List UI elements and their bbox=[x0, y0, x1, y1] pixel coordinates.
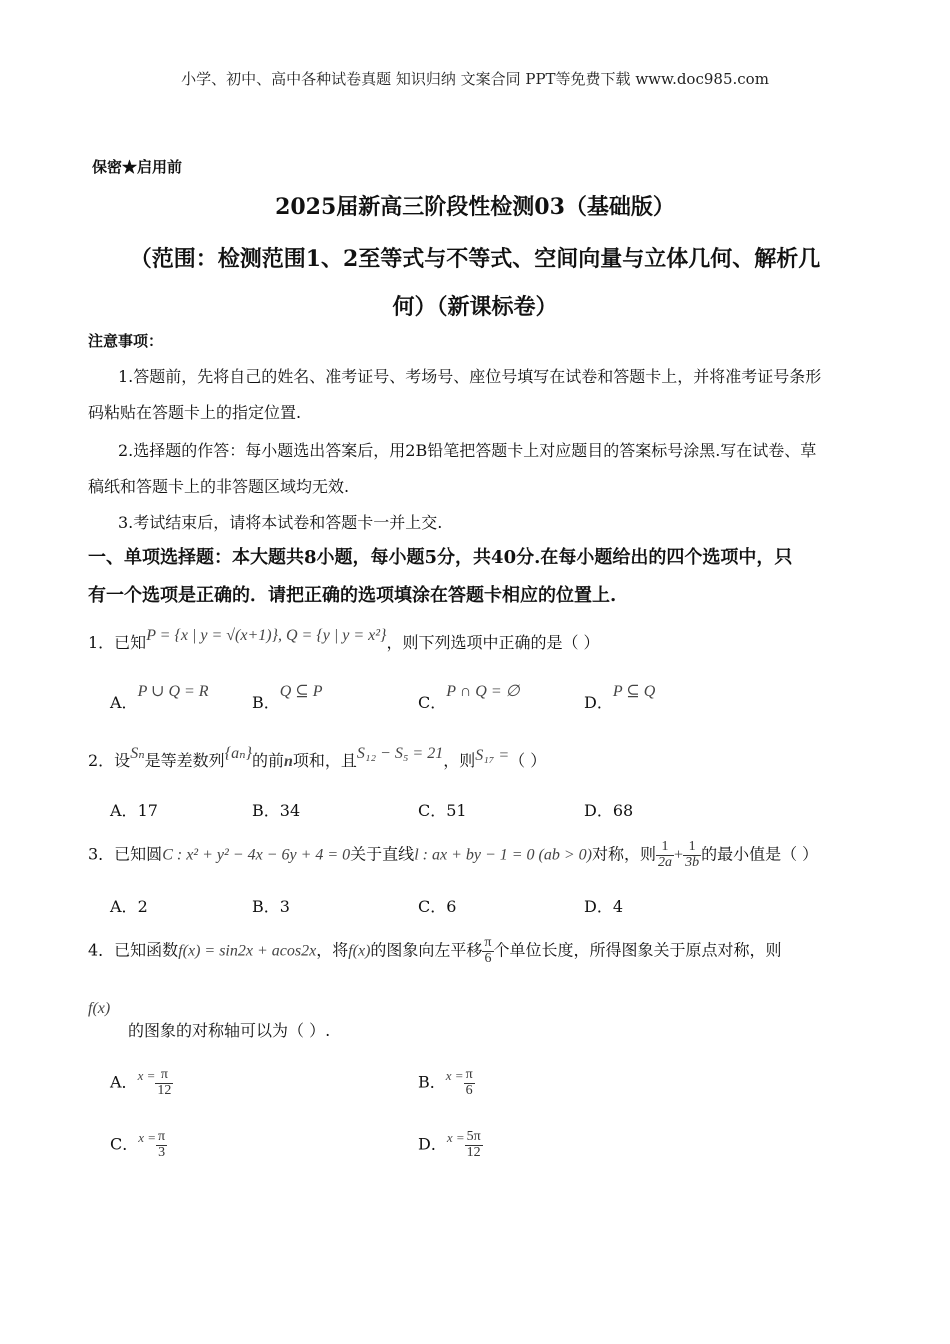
q1-option-d[interactable] bbox=[584, 683, 656, 713]
option-label: C． bbox=[110, 1134, 139, 1154]
section-heading-line1: 一、单项选择题：本大题共8小题，每小题5分，共40分.在每小题给出的四个选项中，只 bbox=[88, 547, 793, 568]
q2-text: 是等差数列 bbox=[144, 751, 225, 770]
question-2-number: 2．设 bbox=[88, 751, 131, 770]
q1-option-c[interactable] bbox=[418, 683, 520, 713]
q4-option-c[interactable] bbox=[110, 1130, 167, 1160]
question-1 bbox=[88, 627, 600, 653]
q3-option-a[interactable] bbox=[110, 894, 148, 917]
option-fraction: $\frac{\pi}{6}$ bbox=[465, 1067, 473, 1098]
q2-option-b[interactable] bbox=[252, 798, 300, 821]
option-label: C． bbox=[418, 801, 447, 820]
option-label: A． bbox=[110, 1072, 138, 1092]
option-value: 4 bbox=[612, 897, 624, 916]
q1-option-b[interactable] bbox=[252, 683, 323, 713]
question-4-number: 4．已知函数 bbox=[88, 940, 179, 960]
math-fx: f(x) bbox=[348, 942, 371, 960]
q2-text: 的前 bbox=[251, 751, 284, 770]
question-3 bbox=[88, 840, 818, 870]
option-label: D． bbox=[418, 1134, 447, 1154]
q3-text: 对称，则 bbox=[592, 844, 657, 864]
q1-option-a[interactable] bbox=[110, 683, 209, 713]
math-condition: S₁₂ − S₅ = 21 bbox=[356, 745, 444, 762]
exam-title: 2025届新高三阶段性检测03（基础版） bbox=[275, 194, 675, 220]
q2-text: ，则 bbox=[443, 751, 476, 770]
section-heading-line2: 有一个选项是正确的．请把正确的选项填涂在答题卡相应的位置上. bbox=[88, 585, 617, 606]
notice-item-1a: 1.答题前，先将自己的姓名、准考证号、考场号、座位号填写在试卷和答题卡上，并将准考证号条形 bbox=[118, 367, 822, 386]
fraction-pi-over-6: $\frac{\pi}{6}$ bbox=[484, 935, 492, 966]
q2-option-a[interactable] bbox=[110, 798, 158, 821]
q4-text: 的图象向左平移 bbox=[370, 940, 483, 960]
fraction-1-over-2a: $\frac{1}{2a}$ bbox=[658, 839, 673, 870]
q4-text: 个单位长度，所得图象关于原点对称，则 bbox=[493, 940, 782, 960]
question-2 bbox=[88, 745, 547, 771]
option-label: A． bbox=[110, 693, 138, 712]
site-header: 小学、初中、高中各种试卷真题 知识归纳 文案合同 PPT等免费下载 www.doc985.com bbox=[181, 70, 769, 88]
option-math: Q ⊆ P bbox=[279, 683, 323, 700]
math-s17: S₁₇ = bbox=[475, 747, 510, 764]
option-math: P ⊆ Q bbox=[612, 683, 656, 700]
q3-option-b[interactable] bbox=[252, 894, 290, 917]
math-function: f(x) = sin2x + acos2x bbox=[178, 942, 317, 960]
option-label: C． bbox=[418, 897, 447, 916]
q4-text: ，将 bbox=[316, 940, 349, 960]
math-an: {aₙ} bbox=[224, 745, 252, 762]
math-fx: f(x) bbox=[88, 1000, 111, 1017]
question-4-line2 bbox=[88, 1000, 111, 1026]
notice-heading: 注意事项： bbox=[88, 332, 164, 350]
option-label: D． bbox=[584, 693, 613, 712]
q4-option-b[interactable] bbox=[418, 1068, 475, 1098]
plus-sign: + bbox=[674, 846, 684, 864]
notice-item-3: 3.考试结束后，请将本试卷和答题卡一并上交. bbox=[118, 513, 443, 532]
question-1-number: 1．已知 bbox=[88, 633, 147, 652]
option-label: B． bbox=[252, 693, 280, 712]
question-1-sets: P = {x | y = √(x+1)}, Q = {y | y = x²} bbox=[146, 627, 387, 644]
exam-scope-line2: 何）（新课标卷） bbox=[392, 294, 558, 320]
q2-tail: （ ） bbox=[509, 751, 547, 770]
notice-item-2b: 稿纸和答题卡上的非答题区域均无效. bbox=[88, 477, 350, 496]
q4-option-d[interactable] bbox=[418, 1130, 483, 1160]
option-value: 68 bbox=[612, 801, 634, 820]
option-value: 34 bbox=[279, 801, 301, 820]
question-3-number: 3．已知圆 bbox=[88, 844, 163, 864]
fraction-1-over-3b: $\frac{1}{3b}$ bbox=[685, 839, 700, 870]
question-4-line2-text: 的图象的对称轴可以为（ ）. bbox=[128, 1021, 331, 1040]
question-1-tail: ，则下列选项中正确的是（ ） bbox=[386, 633, 600, 652]
q2-option-d[interactable] bbox=[584, 798, 633, 821]
option-lhs: x = bbox=[137, 1067, 156, 1083]
q4-option-a[interactable] bbox=[110, 1068, 173, 1098]
option-lhs: x = bbox=[138, 1129, 157, 1145]
option-value: 3 bbox=[279, 897, 290, 916]
notice-item-2a: 2.选择题的作答：每小题选出答案后，用2B铅笔把答题卡上对应题目的答案标号涂黑.写在试卷、草 bbox=[118, 441, 817, 460]
q3-text: 关于直线 bbox=[350, 844, 415, 864]
exam-scope-line1: （范围：检测范围1、2至等式与不等式、空间向量与立体几何、解析几 bbox=[129, 246, 821, 272]
option-fraction: $\frac{\pi}{12}$ bbox=[157, 1067, 172, 1098]
math-sn: Sₙ bbox=[130, 745, 145, 762]
math-line: l : ax + by − 1 = 0 (ab > 0) bbox=[414, 846, 593, 864]
option-fraction: $\frac{\pi}{3}$ bbox=[158, 1129, 166, 1160]
option-value: 2 bbox=[137, 897, 148, 916]
option-value: 51 bbox=[446, 801, 467, 820]
option-label: B． bbox=[252, 897, 280, 916]
q3-option-c[interactable] bbox=[418, 894, 456, 917]
option-value: 6 bbox=[446, 897, 457, 916]
option-label: A． bbox=[110, 801, 138, 820]
option-label: B． bbox=[418, 1072, 446, 1092]
q3-option-d[interactable] bbox=[584, 894, 623, 917]
option-label: D． bbox=[584, 801, 613, 820]
option-label: D． bbox=[584, 897, 613, 916]
option-fraction: $\frac{5\pi}{12}$ bbox=[466, 1129, 481, 1160]
notice-item-1b: 码粘贴在答题卡上的指定位置. bbox=[88, 403, 302, 422]
confidential-mark: 保密★启用前 bbox=[92, 158, 183, 176]
option-lhs: x = bbox=[446, 1129, 465, 1145]
q3-tail: 的最小值是（ ） bbox=[701, 844, 819, 864]
option-label: A． bbox=[110, 897, 138, 916]
option-value: 17 bbox=[137, 801, 158, 820]
q2-option-c[interactable] bbox=[418, 798, 467, 821]
q2-text: 项和，且 bbox=[292, 751, 357, 770]
option-lhs: x = bbox=[445, 1067, 464, 1083]
option-label: C． bbox=[418, 693, 447, 712]
question-4 bbox=[88, 936, 782, 966]
math-circle: C : x² + y² − 4x − 6y + 4 = 0 bbox=[162, 846, 351, 864]
math-n: n bbox=[283, 753, 293, 770]
option-label: B． bbox=[252, 801, 280, 820]
option-math: P ∪ Q = R bbox=[137, 683, 209, 700]
option-math: P ∩ Q = ∅ bbox=[446, 683, 520, 700]
